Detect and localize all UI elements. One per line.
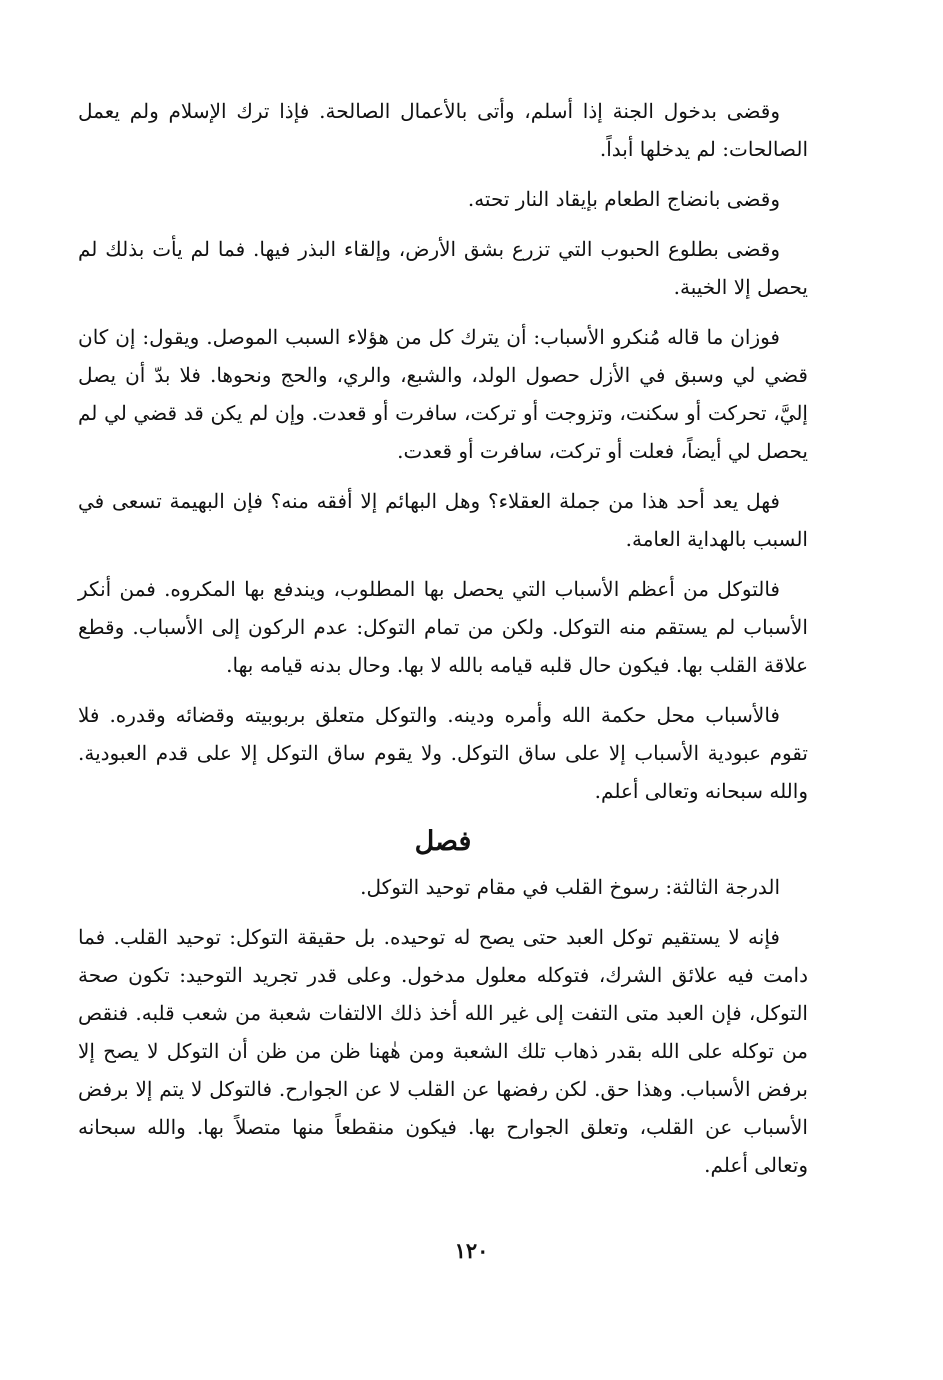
paragraph-7: فالأسباب محل حكمة الله وأمره ودينه. والتوكل متعلق بربوبيته وقضائه وقدره. فلا تقوم عبودية الأسباب إلا على ساق التوكل. ولا يقوم ساق التوكل إلا على قدم العبودية. والله سبحانه وتعالى أعلم. [78,703,808,803]
paragraph-2: وقضى بانضاج الطعام بإيقاد النار تحته. [467,187,780,211]
page-number: ١٢٠ [454,1238,489,1263]
section-heading: فصل [414,826,472,857]
paragraph-4: فوزان ما قاله مُنكرو الأسباب: أن يترك كل من هؤلاء السبب الموصل. ويقول: إن كان قضي لي وسبق في الأزل حصول الولد، والشبع، والري، والحج ونحوها. فلا بدّ أن يصل إليَّ، تحركت أو سكنت، وتزوجت أو تركت، سافرت أو قعدت. وإن لم يكن قد قضي لي لم يحصل لي أيضاً، فعلت أو تركت، سافرت أو قعدت. [78,325,808,463]
paragraph-5: فهل يعد أحد هذا من جملة العقلاء؟ وهل البهائم إلا أفقه منه؟ فإن البهيمة تسعى في السبب بالهداية العامة. [78,489,808,551]
paragraph-6: فالتوكل من أعظم الأسباب التي يحصل بها المطلوب، ويندفع بها المكروه. فمن أنكر الأسباب لم يستقم منه التوكل. ولكن من تمام التوكل: عدم الركون إلى الأسباب. وقطع علاقة القلب بها. فيكون حال قلبه قيامه بالله لا بها. وحال بدنه قيامه بها. [78,577,808,677]
paragraph-9: فإنه لا يستقيم توكل العبد حتى يصح له توحيده. بل حقيقة التوكل: توحيد القلب. فما دامت فيه علائق الشرك، فتوكله معلول مدخول. وعلى قدر تجريد التوحيد: تكون صحة التوكل، فإن العبد متى التفت إلى غير الله أخذ ذلك الالتفات شعبة من شعب قلبه. فنقص من توكله على الله بقدر ذهاب تلك الشعبة ومن هٰهنا ظن من ظن أن التوكل لا يصح إلا برفض الأسباب. وهذا حق. لكن رفضها عن القلب لا عن الجوارح. فالتوكل لا يتم إلا برفض الأسباب عن القلب، وتعلق الجوارح بها. فيكون منقطعاً منها متصلاً بها. والله سبحانه وتعالى أعلم. [78,925,809,1177]
page-body [78,92,808,1196]
paragraph-1: وقضى بدخول الجنة إذا أسلم، وأتى بالأعمال الصالحة. فإذا ترك الإسلام ولم يعمل الصالحات: لم يدخلها أبداً. [78,99,808,161]
paragraph-8: الدرجة الثالثة: رسوخ القلب في مقام توحيد التوكل. [360,875,780,899]
paragraph-3: وقضى بطلوع الحبوب التي تزرع بشق الأرض، وإلقاء البذر فيها. فما لم يأت بذلك لم يحصل إلا الخيبة. [78,237,808,299]
